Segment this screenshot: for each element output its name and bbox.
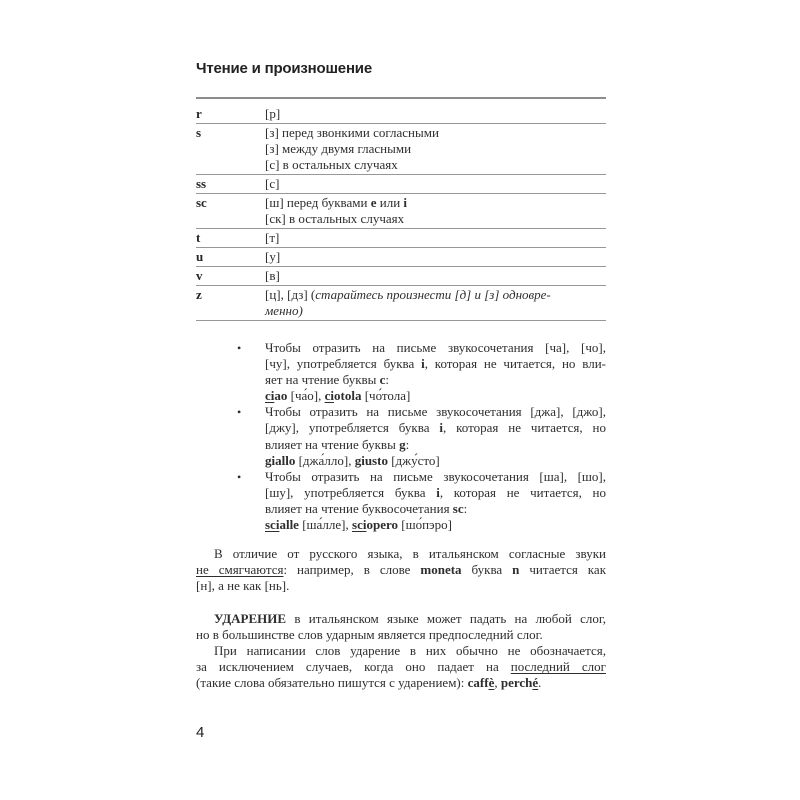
text-line xyxy=(265,211,606,227)
text-run: [джу́сто] xyxy=(387,452,440,468)
text-run: старайтесь произнести [д] и [з] одновре- xyxy=(315,287,551,302)
text-run: ci xyxy=(324,388,334,404)
text-run: [ц], [дз] ( xyxy=(265,287,316,302)
text-line xyxy=(265,287,606,303)
text-run: i xyxy=(439,420,443,436)
text-line xyxy=(196,611,606,627)
text-run: . xyxy=(538,675,542,691)
text-line xyxy=(196,546,606,562)
text-run: [с] в остальных случаях xyxy=(265,157,398,172)
text-run: [ча́о], xyxy=(287,388,325,404)
text-line xyxy=(265,485,606,501)
text-run: Чтобы отразить на письме звукосочетания [ча], [чо], xyxy=(265,340,606,355)
text-run: [в] xyxy=(265,268,280,283)
table-row xyxy=(196,124,606,175)
bullet-item xyxy=(196,340,606,404)
text-run: perch xyxy=(500,675,533,691)
text-run: g xyxy=(399,436,406,452)
text-line xyxy=(265,469,606,485)
text-run: [р] xyxy=(265,106,281,121)
text-run: e xyxy=(370,195,377,210)
text-run: : xyxy=(405,436,410,452)
text-run: , которая не читается, но вли- xyxy=(424,356,606,372)
text-run: ao xyxy=(274,388,288,404)
text-line xyxy=(265,141,606,157)
table-row xyxy=(196,105,606,124)
text-run: влияет на чтение буквы xyxy=(265,436,400,452)
pronunciation-cell xyxy=(265,176,606,192)
bullet-marker-icon: • xyxy=(237,405,242,420)
pronunciation-cell xyxy=(265,106,606,122)
text-run: , xyxy=(494,675,501,691)
text-run: последний слог xyxy=(510,659,606,675)
text-run: УДАРЕНИЕ xyxy=(214,610,287,626)
text-run: i xyxy=(403,195,408,210)
text-run: giallo xyxy=(265,452,296,468)
text-line xyxy=(265,157,606,173)
paragraph xyxy=(196,611,606,643)
pronunciation-cell xyxy=(265,287,606,319)
text-run: [у] xyxy=(265,249,281,264)
text-line xyxy=(196,578,606,594)
pronunciation-table xyxy=(196,105,606,321)
bullet-marker-icon: • xyxy=(237,341,242,355)
text-run: Чтобы отразить на письме звукосочетания [джа], [джо], xyxy=(265,404,606,420)
page-number: 4 xyxy=(196,724,205,741)
table-row xyxy=(196,194,606,229)
text-run: яет на чтение буквы xyxy=(265,372,380,388)
text-run: n xyxy=(512,562,520,578)
text-run: В отличие от русского языка, в итальянском согласные звуки xyxy=(214,546,606,561)
body-paragraphs xyxy=(196,546,606,692)
letter-cell: ss xyxy=(196,176,207,191)
text-line xyxy=(265,176,606,192)
bullet-item xyxy=(196,469,606,533)
text-run: giusto xyxy=(354,452,388,468)
table-row xyxy=(196,229,606,248)
text-run: (такие слова обязательно пишутся с ударением): xyxy=(196,675,468,691)
text-line xyxy=(265,106,606,122)
text-run: в итальянском языке может падать на любой слог, xyxy=(286,610,606,626)
text-run: [чо́тола] xyxy=(361,388,411,404)
text-line xyxy=(265,404,606,420)
text-run: ci xyxy=(265,388,275,404)
bullet-text xyxy=(265,340,606,404)
text-line xyxy=(265,501,606,517)
text-run: [джа́лло], xyxy=(295,452,355,468)
table-row xyxy=(196,248,606,267)
letter-cell: r xyxy=(196,106,202,121)
text-run: буква xyxy=(461,562,513,578)
bullet-list xyxy=(196,340,606,533)
text-run: è xyxy=(488,675,495,691)
text-run: [чу], употребляется буква xyxy=(265,356,422,372)
text-run: [з] между двумя гласными xyxy=(265,141,412,156)
pronunciation-cell xyxy=(265,195,606,227)
text-run: alle xyxy=(279,517,299,533)
text-run: [шу], употребляется буква xyxy=(265,484,437,500)
header-rule xyxy=(196,97,606,99)
text-line xyxy=(265,340,606,356)
pronunciation-cell xyxy=(265,268,606,284)
letter-cell: sc xyxy=(196,195,207,210)
text-line xyxy=(265,195,606,211)
letter-cell: v xyxy=(196,268,203,283)
text-run: влияет на чтение буквосочетания xyxy=(265,500,453,516)
table-row xyxy=(196,286,606,321)
text-run: При написании слов ударение в них обычно не обозначается, xyxy=(214,643,606,659)
text-line xyxy=(196,659,606,675)
text-line xyxy=(265,517,606,533)
text-run: i xyxy=(436,484,440,500)
text-run: otola xyxy=(334,388,362,404)
text-run: [ша́лле], xyxy=(298,517,353,533)
pronunciation-cell xyxy=(265,249,606,265)
text-run: [ск] в остальных случаях xyxy=(265,211,405,226)
text-run: [с] xyxy=(265,176,280,191)
text-run: но в большинстве слов ударным является предпоследний слог. xyxy=(196,626,543,642)
text-run: : xyxy=(385,372,390,388)
text-line xyxy=(265,372,606,388)
text-run: за исключением случаев, когда оно падает на xyxy=(196,659,511,675)
text-line xyxy=(196,643,606,659)
text-line xyxy=(196,562,606,578)
text-run: i xyxy=(421,356,425,372)
paragraph xyxy=(196,546,606,595)
text-run: c xyxy=(379,372,386,388)
table-row xyxy=(196,267,606,286)
text-run: sci xyxy=(352,517,367,533)
text-run: [н], а не как [нь]. xyxy=(196,578,290,594)
text-line xyxy=(265,303,606,319)
text-line xyxy=(265,453,606,469)
page-header: Чтение и произношение xyxy=(196,60,372,77)
text-line xyxy=(196,627,606,643)
text-line xyxy=(265,230,606,246)
letter-cell: z xyxy=(196,287,202,302)
pronunciation-cell xyxy=(265,125,606,173)
text-line xyxy=(265,437,606,453)
text-run: не смягчаются xyxy=(196,562,284,578)
text-run: opero xyxy=(366,517,399,533)
paragraph xyxy=(196,643,606,692)
text-line xyxy=(196,675,606,691)
text-run: caff xyxy=(467,675,489,691)
text-run: é xyxy=(532,675,539,691)
pronunciation-cell xyxy=(265,230,606,246)
text-line xyxy=(265,249,606,265)
letter-cell: t xyxy=(196,230,201,245)
text-run: : xyxy=(463,500,468,516)
bullet-text xyxy=(265,469,606,533)
text-line xyxy=(265,268,606,284)
text-run: менно) xyxy=(265,303,303,318)
text-run: [т] xyxy=(265,230,280,245)
letter-cell: s xyxy=(196,125,202,140)
text-run: [джу], употребляется буква xyxy=(265,420,440,436)
text-run: sci xyxy=(265,517,280,533)
bullet-text xyxy=(265,404,606,468)
text-line xyxy=(265,388,606,404)
text-run: [шо́пэро] xyxy=(398,517,452,533)
table-row xyxy=(196,175,606,194)
text-run: sc xyxy=(452,500,464,516)
text-line xyxy=(265,420,606,436)
text-run: или xyxy=(376,195,404,210)
text-run: : например, в слове xyxy=(283,562,421,578)
text-run: , которая не читается, но xyxy=(443,420,606,436)
text-run: читается как xyxy=(519,562,607,578)
text-run: moneta xyxy=(420,562,462,578)
text-line xyxy=(265,125,606,141)
text-run: [з] перед звонкими согласными xyxy=(265,125,439,140)
text-run: [ш] перед буквами xyxy=(265,195,371,210)
text-run: , которая не читается, но xyxy=(439,484,606,500)
bullet-marker-icon: • xyxy=(237,469,242,484)
text-line xyxy=(265,356,606,372)
bullet-item xyxy=(196,404,606,468)
text-run: Чтобы отразить на письме звукосочетания [ша], [шо], xyxy=(265,468,606,484)
letter-cell: u xyxy=(196,249,204,264)
